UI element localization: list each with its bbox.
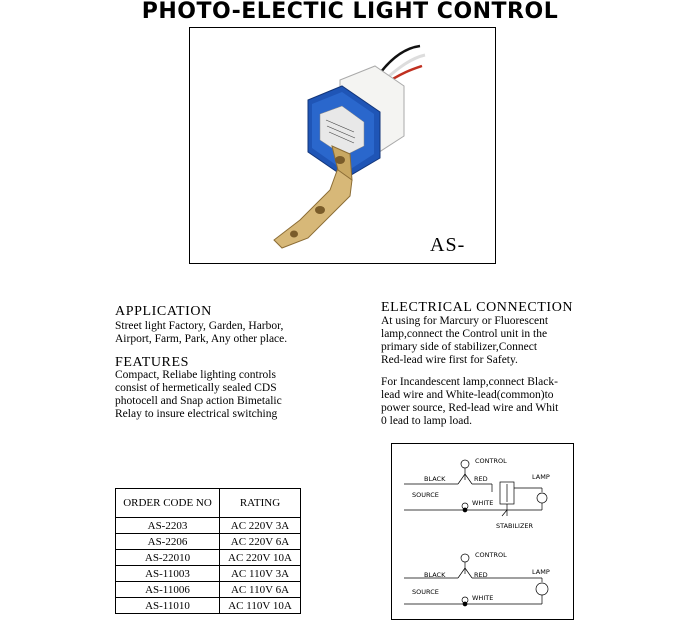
electrical-line: lamp,connect the Control unit in the: [381, 328, 548, 340]
page-title: PHOTO-ELECTIC LIGHT CONTROL: [141, 0, 559, 24]
rating-cell: AC 220V 10A: [220, 550, 301, 566]
electrical-heading: ELECTRICAL CONNECTION: [381, 300, 574, 315]
order-code-cell: AS-11010: [116, 598, 220, 614]
wiring-diagram-stabilizer: [404, 460, 547, 516]
table-header-row: [116, 489, 301, 518]
table-row: [116, 534, 301, 550]
table-row: [116, 518, 301, 534]
electrical-line: lead wire and White-lead(common)to: [381, 389, 554, 401]
order-code-cell: AS-2203: [116, 518, 220, 534]
application-line: Street light Factory, Garden, Harbor,: [115, 320, 284, 332]
label-source: SOURCE: [412, 588, 439, 596]
order-code-cell: AS-11006: [116, 582, 220, 598]
electrical-line: 0 lead to lamp load.: [381, 415, 473, 427]
electrical-para-1: [381, 315, 548, 367]
product-photo-frame: [189, 27, 496, 264]
header-order-code: ORDER CODE NO: [116, 489, 220, 518]
features-line: Relay to insure electrical switching: [115, 408, 278, 420]
label-red: RED: [474, 475, 488, 483]
features-text: [115, 369, 282, 421]
rating-cell: AC 110V 3A: [220, 566, 301, 582]
features-line: Compact, Reliabe lighting controls: [115, 369, 276, 381]
electrical-para-2: [381, 376, 558, 428]
label-stabilizer: STABILIZER: [496, 522, 534, 530]
photo-control-device-image: [190, 28, 495, 263]
order-code-cell: AS-11003: [116, 566, 220, 582]
label-red: RED: [474, 571, 488, 579]
features-line: consist of hermetically sealed CDS: [115, 382, 277, 394]
label-black: BLACK: [424, 475, 446, 483]
rating-cell: AC 220V 3A: [220, 518, 301, 534]
electrical-line: At using for Marcury or Fluorescent: [381, 315, 549, 327]
wiring-diagram-svg: [392, 444, 573, 619]
table-row: [116, 566, 301, 582]
table-row: [116, 550, 301, 566]
rating-cell: AC 220V 6A: [220, 534, 301, 550]
features-line: photocell and Snap action Bimetalic: [115, 395, 282, 407]
label-control: CONTROL: [475, 551, 507, 559]
label-lamp: LAMP: [532, 473, 550, 481]
label-source: SOURCE: [412, 491, 439, 499]
features-heading: FEATURES: [115, 355, 190, 370]
label-control: CONTROL: [475, 457, 507, 465]
order-code-cell: AS-22010: [116, 550, 220, 566]
application-text: [115, 320, 287, 346]
application-line: Airport, Farm, Park, Any other place.: [115, 333, 288, 345]
application-heading: APPLICATION: [115, 304, 212, 319]
electrical-line: primary side of stabilizer,Connect: [381, 341, 538, 353]
table-row: [116, 598, 301, 614]
electrical-line: Red-lead wire first for Safety.: [381, 354, 518, 366]
label-white: WHITE: [472, 499, 494, 507]
label-black: BLACK: [424, 571, 446, 579]
label-white: WHITE: [472, 594, 494, 602]
label-lamp: LAMP: [532, 568, 550, 576]
electrical-line: power source, Red-lead wire and Whit: [381, 402, 559, 414]
header-rating: RATING: [220, 489, 301, 518]
rating-cell: AC 110V 6A: [220, 582, 301, 598]
order-code-cell: AS-2206: [116, 534, 220, 550]
wiring-diagram: [391, 443, 574, 620]
electrical-line: For Incandescent lamp,connect Black-: [381, 376, 558, 388]
model-label: AS-: [430, 234, 466, 256]
rating-cell: AC 110V 10A: [220, 598, 301, 614]
order-code-table: [115, 488, 301, 614]
table-row: [116, 582, 301, 598]
